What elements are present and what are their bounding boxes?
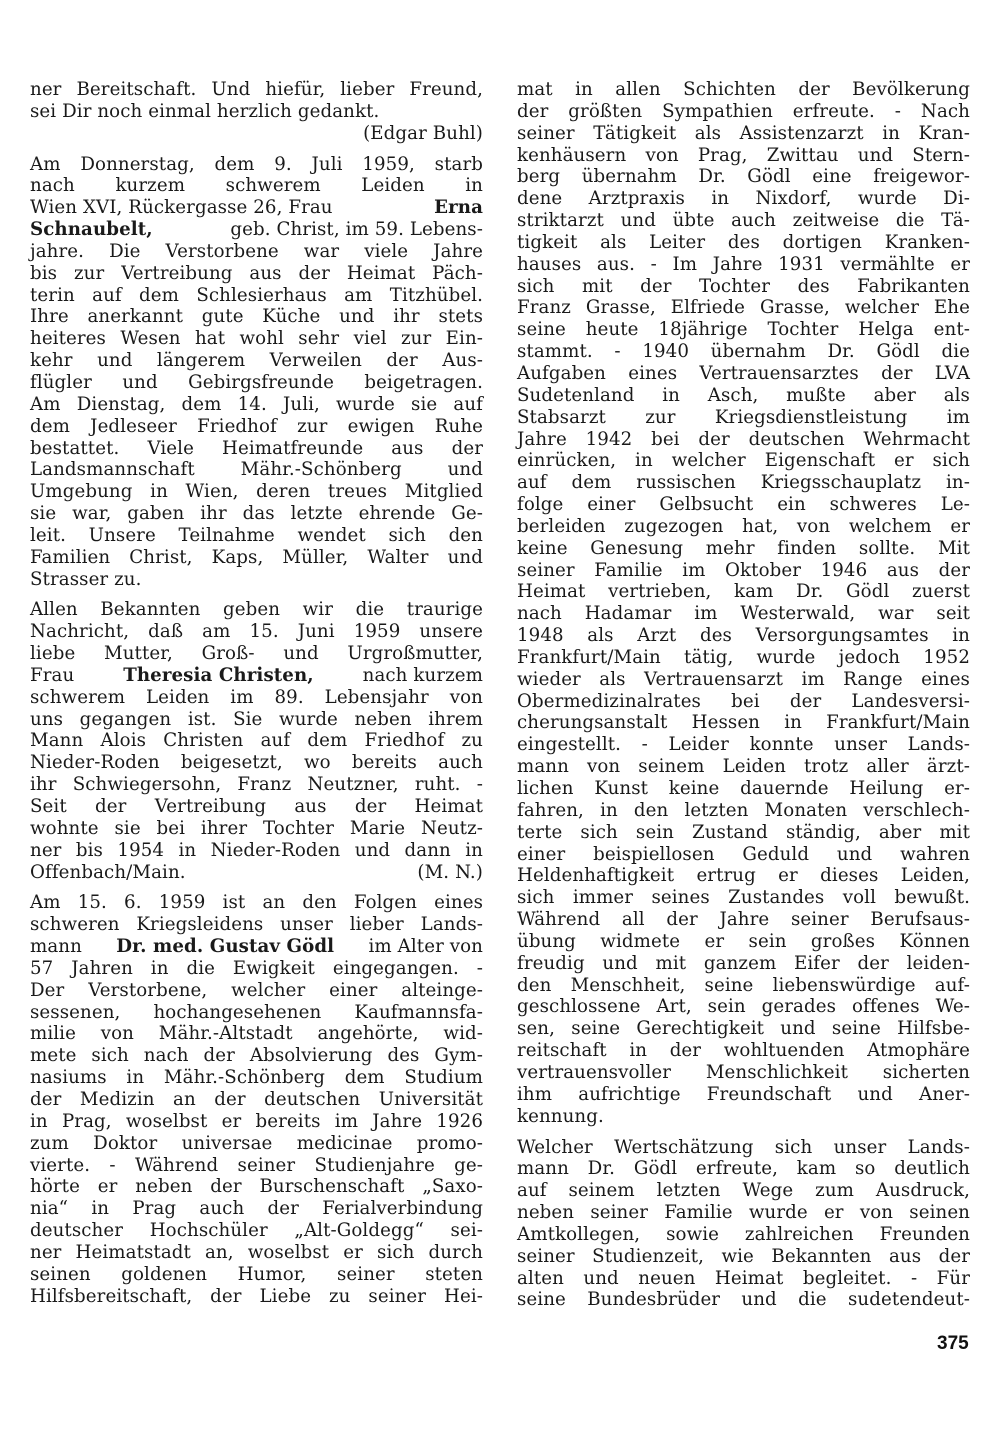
text-line: geschlossene Art, sein gerades offenes We- — [517, 996, 970, 1018]
text-line: Aufgaben eines Vertrauensarztes der LVA — [517, 362, 970, 384]
text-line: Am Dienstag, dem 14. Juli, wurde sie auf — [30, 393, 483, 415]
text-line: mat in allen Schichten der Bevölkerung — [517, 79, 970, 100]
text-line: jahre. Die Verstorbene war viele Jahre — [30, 240, 483, 262]
text-line: Hilfsbereitschaft, der Liebe zu seiner Hei- — [30, 1285, 483, 1307]
text-line: deutscher Hochschüler „Alt-Goldegg“ sei- — [30, 1220, 483, 1242]
signature: (Edgar Buhl) — [363, 122, 483, 144]
paragraph-obituary-schnaubelt — [30, 154, 483, 591]
bold-name: Theresia Christen, — [123, 664, 314, 686]
bold-name: Schnaubelt, — [30, 219, 153, 241]
text-line: Amtkollegen, sowie zahlreichen Freunden — [517, 1223, 970, 1245]
text-line: eingestellt. - Leider konnte unser Lands- — [517, 734, 970, 756]
text-line: tigkeit als Leiter des dortigen Kranken- — [517, 231, 970, 253]
text-line: zum Doktor universae medicinae promo- — [30, 1132, 483, 1154]
text-line: seiner Tätigkeit als Assistenzarzt in Kran- — [517, 122, 970, 144]
text-line: einrücken, in welcher Eigenschaft er sich — [517, 450, 970, 472]
text-line: lichen Kunst keine dauernde Heilung er- — [517, 778, 970, 799]
paragraph-gap — [30, 883, 483, 892]
text-line: kenhäusern von Prag, Zwittau und Stern- — [517, 144, 970, 166]
text-line: Nieder-Roden beigesetzt, wo bereits auch — [30, 752, 483, 774]
text-line: sich mit der Tochter des Fabrikanten — [517, 275, 970, 297]
text-line: Umgebung in Wien, deren treues Mitglied — [30, 481, 483, 503]
text-line: wohnte sie bei ihrer Tochter Marie Neutz- — [30, 817, 483, 839]
text-line: Am 15. 6. 1959 ist an den Folgen eines — [30, 892, 483, 914]
text-line — [30, 197, 483, 219]
text-line: 57 Jahren in die Ewigkeit eingegangen. - — [30, 957, 483, 979]
text-line: Allen Bekannten geben wir die traurige — [30, 599, 483, 621]
text-line: flügler und Gebirgsfreunde beigetragen. — [30, 371, 483, 393]
bold-name: Dr. med. Gustav Gödl — [116, 936, 335, 958]
text-line: schweren Kriegsleidens unser lieber Lands- — [30, 914, 483, 936]
text-line: mann von seinem Leiden trotz aller ärzt- — [517, 756, 970, 778]
text-line: sie war, gaben ihr das letzte ehrende Ge- — [30, 503, 483, 525]
text-line: übung widmete er sein großes Können — [517, 930, 970, 952]
text-line: ihr Schwiegersohn, Franz Neutzner, ruht. - — [30, 774, 483, 796]
text-line: hörte er neben der Burschenschaft „Saxo- — [30, 1176, 483, 1198]
text-line — [30, 862, 483, 884]
text-line: Ihre anerkannt gute Küche und ihr stets — [30, 306, 483, 328]
text-line: bis zur Vertreibung aus der Heimat Päch- — [30, 262, 483, 284]
text-line: Während all der Jahre seiner Berufsaus- — [517, 909, 970, 931]
text-line: ner Bereitschaft. Und hiefür, lieber Freund, — [30, 79, 483, 100]
text-line: kehr und längerem Verweilen der Aus- — [30, 350, 483, 372]
left-column — [30, 79, 483, 1307]
text-line: 1948 als Arzt des Versorgungsamtes in — [517, 625, 970, 647]
text-line: ihm aufrichtige Freundschaft und Aner- — [517, 1083, 970, 1105]
text-line — [30, 665, 483, 687]
text-line: Am Donnerstag, dem 9. Juli 1959, starb — [30, 153, 483, 175]
text-span: Offenbach/Main. — [30, 861, 186, 883]
bold-name: Erna — [434, 197, 483, 219]
text-line: Nachricht, daß am 15. Juni 1959 unsere — [30, 621, 483, 643]
text-line: Frankfurt/Main tätig, wurde jedoch 1952 — [517, 646, 970, 668]
text-line: nasiums in Mähr.-Schönberg dem Studium — [30, 1067, 483, 1089]
text-line: Heldenhaftigkeit ertrug er dieses Leiden, — [517, 865, 970, 887]
text-line: reitschaft in der wohltuenden Atmophäre — [517, 1040, 970, 1062]
text-line: sen, seine Gerechtigkeit und seine Hilfsbe- — [517, 1018, 970, 1040]
text-line: Jahre 1942 bei der deutschen Wehrmacht — [517, 428, 970, 450]
text-line: auf seinem letzten Wege zum Ausdruck, — [517, 1180, 970, 1202]
paragraph-gap — [517, 1128, 970, 1137]
page-number: 375 — [937, 1333, 969, 1354]
text-line: hauses aus. - Im Jahre 1931 vermählte er — [517, 253, 970, 275]
text-line: keine Genesung mehr finden sollte. Mit — [517, 537, 970, 559]
text-line: Seit der Vertreibung aus der Heimat — [30, 796, 483, 817]
text-line: leit. Unsere Teilnahme wendet sich den — [30, 524, 483, 546]
text-line: striktarzt und übte auch zeitweise die Tä- — [517, 210, 970, 232]
text-line: alten und neuen Heimat begleitet. - Für — [517, 1267, 970, 1289]
text-line: seiner Studienzeit, wie Bekannten aus der — [517, 1245, 970, 1267]
text-line: berg übernahm Dr. Gödl eine freigewor- — [517, 166, 970, 188]
text-line: Der Verstorbene, welcher einer alteinge- — [30, 979, 483, 1001]
text-line: folge einer Gelbsucht ein schweres Le- — [517, 494, 970, 516]
text-span: Wien XVI, Rückergasse 26, Frau — [30, 197, 333, 219]
text-line: sei Dir noch einmal herzlich gedankt. — [30, 100, 380, 122]
text-line: Franz Grasse, Elfriede Grasse, welcher Ehe — [517, 297, 970, 319]
text-span: Frau — [30, 664, 75, 686]
text-line: terte sich sein Zustand ständig, aber mit — [517, 821, 970, 843]
text-line: dem Jedleseer Friedhof zur ewigen Ruhe — [30, 415, 483, 437]
text-line: in Prag, woselbst er bereits im Jahre 1926 — [30, 1110, 483, 1132]
paragraph-obituary-christen — [30, 599, 483, 883]
text-line: milie von Mähr.-Altstadt angehörte, wid- — [30, 1023, 483, 1045]
text-span: geb. Christ, im 59. Lebens- — [230, 219, 483, 241]
text-line: Welcher Wertschätzung sich unser Lands- — [517, 1136, 970, 1158]
text-line: mann Dr. Gödl erfreute, kam so deutlich — [517, 1158, 970, 1180]
paragraph-closing-thanks — [30, 79, 483, 145]
text-line: berleiden zugezogen hat, von welchem er — [517, 515, 970, 537]
text-line: Sudetenland in Asch, mußte aber als — [517, 384, 970, 406]
text-line: vierte. - Während seiner Studienjahre ge- — [30, 1154, 483, 1176]
text-line: auf dem russischen Kriegsschauplatz in- — [517, 472, 970, 494]
text-line: der größten Sympathien erfreute. - Nach — [517, 100, 970, 122]
text-span: nach kurzem — [362, 664, 483, 686]
text-line: fahren, in den letzten Monaten verschlech- — [517, 799, 970, 821]
text-line: Landsmannschaft Mähr.-Schönberg und — [30, 459, 483, 481]
text-line: Stabsarzt zur Kriegsdienstleistung im — [517, 406, 970, 428]
text-line: sich immer seines Zustandes voll bewußt. — [517, 887, 970, 909]
text-line: nach Hadamar im Westerwald, war seit — [517, 603, 970, 625]
text-line: freudig und mit ganzem Eifer der leiden- — [517, 952, 970, 974]
paragraph-funeral — [517, 1137, 970, 1312]
text-line: wieder als Vertrauensarzt im Range eines — [517, 668, 970, 690]
text-line: seinen goldenen Humor, seiner steten — [30, 1263, 483, 1285]
text-line: nia“ in Prag auch der Ferialverbindung — [30, 1198, 483, 1220]
text-line: stammt. - 1940 übernahm Dr. Gödl die — [517, 341, 970, 363]
right-column — [517, 79, 970, 1311]
text-line: seine Bundesbrüder und die sudetendeut- — [517, 1289, 970, 1311]
text-line: heiteres Wesen hat wohl sehr viel zur Ein- — [30, 328, 483, 350]
text-line: kennung. — [517, 1105, 604, 1127]
text-line — [30, 936, 483, 958]
paragraph-goedl-continued — [517, 79, 970, 1128]
text-line: nach kurzem schwerem Leiden in — [30, 175, 483, 197]
text-line: ner Heimatstadt an, woselbst er sich durch — [30, 1241, 483, 1263]
text-line: seine heute 18jährige Tochter Helga ent- — [517, 319, 970, 341]
text-line: Strasser zu. — [30, 568, 142, 590]
text-line: Heimat vertrieben, kam Dr. Gödl zuerst — [517, 581, 970, 603]
text-line: Familien Christ, Kaps, Müller, Walter und — [30, 546, 483, 568]
paragraph-gap — [30, 145, 483, 154]
paragraph-obituary-goedl — [30, 892, 483, 1307]
text-line: mete sich nach der Absolvierung des Gym- — [30, 1045, 483, 1067]
text-line: Obermedizinalrates bei der Landesversi- — [517, 690, 970, 712]
text-line — [30, 219, 483, 241]
text-line: seiner Familie im Oktober 1946 aus der — [517, 559, 970, 581]
text-line: vertrauensvoller Menschlichkeit sicherten — [517, 1061, 970, 1083]
text-line: ner bis 1954 in Nieder-Roden und dann in — [30, 839, 483, 861]
text-line: der Medizin an der deutschen Universität — [30, 1088, 483, 1110]
text-line: bestattet. Viele Heimatfreunde aus der — [30, 437, 483, 459]
text-line: uns gegangen ist. Sie wurde neben ihrem — [30, 708, 483, 730]
text-span: mann — [30, 936, 82, 958]
text-line: schwerem Leiden im 89. Lebensjahr von — [30, 686, 483, 708]
paragraph-gap — [30, 590, 483, 599]
text-span: im Alter von — [368, 936, 483, 958]
text-line: Mann Alois Christen auf dem Friedhof zu — [30, 730, 483, 752]
signature: (M. N.) — [417, 861, 483, 883]
text-line: einer beispiellosen Geduld und wahren — [517, 843, 970, 865]
text-line: dene Arztpraxis in Nixdorf, wurde Di- — [517, 188, 970, 210]
text-line: neben seiner Familie wurde er von seinen — [517, 1202, 970, 1224]
text-line: terin auf dem Schlesierhaus am Titzhübel. — [30, 284, 483, 306]
text-line: den Menschheit, seine liebenswürdige auf- — [517, 974, 970, 996]
text-line: liebe Mutter, Groß- und Urgroßmutter, — [30, 643, 483, 665]
text-line: sessenen, hochangesehenen Kaufmannsfa- — [30, 1001, 483, 1023]
text-line: cherungsanstalt Hessen in Frankfurt/Main — [517, 712, 970, 734]
